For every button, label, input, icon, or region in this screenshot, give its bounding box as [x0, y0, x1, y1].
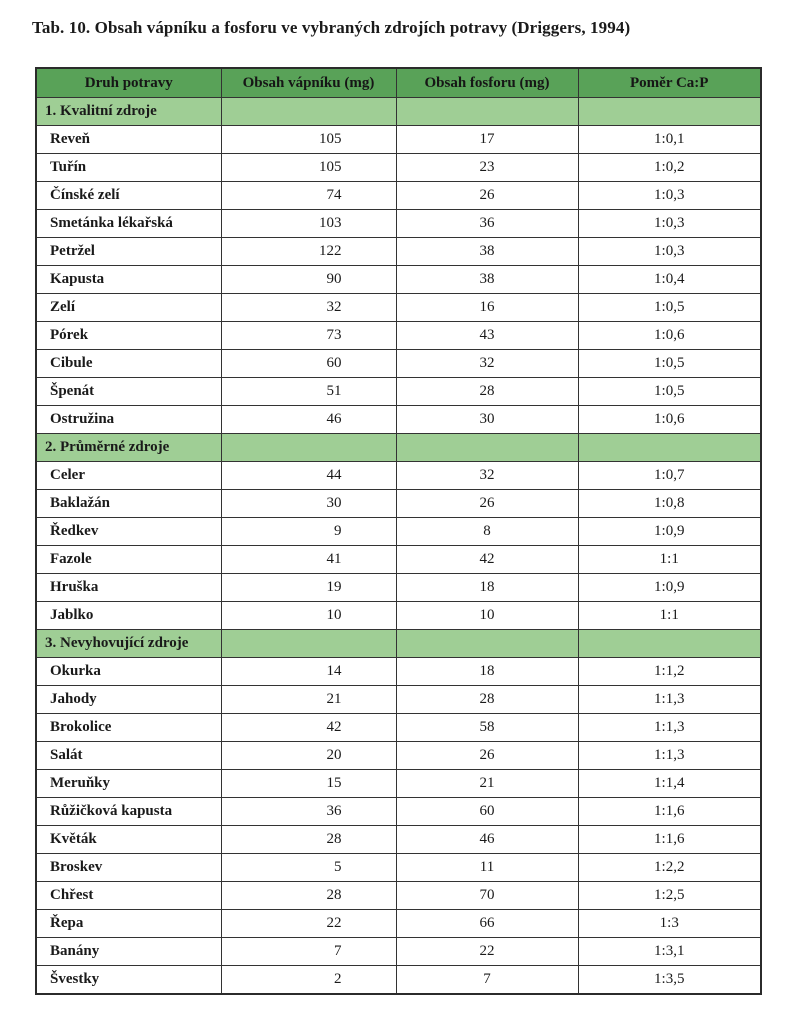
calcium-cell: 73 [221, 322, 396, 350]
calcium-cell: 22 [221, 910, 396, 938]
calcium-cell: 105 [221, 126, 396, 154]
food-name-cell: Hruška [36, 574, 221, 602]
group-empty-cell [396, 98, 578, 126]
ratio-cell: 1:0,3 [578, 238, 761, 266]
group-empty-cell [221, 434, 396, 462]
group-row [36, 98, 761, 126]
table-row [36, 546, 761, 574]
phosphorus-cell: 17 [396, 126, 578, 154]
table-caption: Tab. 10. Obsah vápníku a fosforu ve vybraných zdrojích potravy (Driggers, 1994) [32, 18, 631, 37]
calcium-cell: 90 [221, 266, 396, 294]
table-row [36, 966, 761, 995]
table-row [36, 378, 761, 406]
ratio-cell: 1:3 [578, 910, 761, 938]
food-name-cell: Brokolice [36, 714, 221, 742]
calcium-cell: 60 [221, 350, 396, 378]
food-name-cell: Pórek [36, 322, 221, 350]
header-ratio: Poměr Ca:P [578, 68, 761, 98]
table-row [36, 658, 761, 686]
ratio-cell: 1:1 [578, 546, 761, 574]
table-row [36, 574, 761, 602]
calcium-cell: 20 [221, 742, 396, 770]
food-name-cell: Petržel [36, 238, 221, 266]
phosphorus-cell: 32 [396, 462, 578, 490]
ratio-cell: 1:0,7 [578, 462, 761, 490]
ratio-cell: 1:0,8 [578, 490, 761, 518]
phosphorus-cell: 26 [396, 490, 578, 518]
table-row [36, 182, 761, 210]
phosphorus-cell: 26 [396, 742, 578, 770]
calcium-cell: 36 [221, 798, 396, 826]
phosphorus-cell: 28 [396, 686, 578, 714]
calcium-cell: 103 [221, 210, 396, 238]
food-name-cell: Meruňky [36, 770, 221, 798]
ratio-cell: 1:0,9 [578, 574, 761, 602]
calcium-cell: 41 [221, 546, 396, 574]
table-row [36, 210, 761, 238]
calcium-cell: 5 [221, 854, 396, 882]
group-empty-cell [396, 630, 578, 658]
calcium-cell: 14 [221, 658, 396, 686]
table-row [36, 462, 761, 490]
group-empty-cell [578, 630, 761, 658]
ratio-cell: 1:0,3 [578, 210, 761, 238]
table-row [36, 266, 761, 294]
phosphorus-cell: 60 [396, 798, 578, 826]
table-row [36, 770, 761, 798]
phosphorus-cell: 18 [396, 658, 578, 686]
ratio-cell: 1:0,1 [578, 126, 761, 154]
calcium-cell: 44 [221, 462, 396, 490]
phosphorus-cell: 30 [396, 406, 578, 434]
table-row [36, 518, 761, 546]
calcium-cell: 51 [221, 378, 396, 406]
food-name-cell: Ostružina [36, 406, 221, 434]
food-name-cell: Salát [36, 742, 221, 770]
phosphorus-cell: 43 [396, 322, 578, 350]
group-title: 3. Nevyhovující zdroje [36, 630, 221, 658]
phosphorus-cell: 22 [396, 938, 578, 966]
phosphorus-cell: 7 [396, 966, 578, 995]
phosphorus-cell: 70 [396, 882, 578, 910]
food-name-cell: Řepa [36, 910, 221, 938]
phosphorus-cell: 21 [396, 770, 578, 798]
header-phosphorus: Obsah fosforu (mg) [396, 68, 578, 98]
food-name-cell: Baklažán [36, 490, 221, 518]
calcium-cell: 122 [221, 238, 396, 266]
phosphorus-cell: 28 [396, 378, 578, 406]
ratio-cell: 1:0,3 [578, 182, 761, 210]
food-name-cell: Zelí [36, 294, 221, 322]
food-name-cell: Okurka [36, 658, 221, 686]
calcium-cell: 30 [221, 490, 396, 518]
table-row [36, 602, 761, 630]
phosphorus-cell: 10 [396, 602, 578, 630]
calcium-cell: 10 [221, 602, 396, 630]
phosphorus-cell: 42 [396, 546, 578, 574]
table-header-row [36, 68, 761, 98]
ratio-cell: 1:0,9 [578, 518, 761, 546]
phosphorus-cell: 26 [396, 182, 578, 210]
ratio-cell: 1:1,6 [578, 798, 761, 826]
food-name-cell: Celer [36, 462, 221, 490]
ratio-cell: 1:1,2 [578, 658, 761, 686]
phosphorus-cell: 58 [396, 714, 578, 742]
phosphorus-cell: 46 [396, 826, 578, 854]
header-calcium: Obsah vápníku (mg) [221, 68, 396, 98]
table-row [36, 238, 761, 266]
ratio-cell: 1:1 [578, 602, 761, 630]
calcium-cell: 15 [221, 770, 396, 798]
calcium-cell: 105 [221, 154, 396, 182]
ratio-cell: 1:1,3 [578, 714, 761, 742]
calcium-cell: 7 [221, 938, 396, 966]
table-row [36, 406, 761, 434]
food-name-cell: Broskev [36, 854, 221, 882]
food-name-cell: Švestky [36, 966, 221, 995]
table-row [36, 854, 761, 882]
phosphorus-cell: 11 [396, 854, 578, 882]
food-name-cell: Jahody [36, 686, 221, 714]
table-row [36, 154, 761, 182]
calcium-cell: 46 [221, 406, 396, 434]
table-row [36, 686, 761, 714]
table-row [36, 126, 761, 154]
group-empty-cell [221, 630, 396, 658]
ratio-cell: 1:1,3 [578, 686, 761, 714]
food-name-cell: Ředkev [36, 518, 221, 546]
calcium-cell: 42 [221, 714, 396, 742]
table-row [36, 322, 761, 350]
food-name-cell: Špenát [36, 378, 221, 406]
table-row [36, 490, 761, 518]
food-name-cell: Kapusta [36, 266, 221, 294]
phosphorus-cell: 18 [396, 574, 578, 602]
food-name-cell: Cibule [36, 350, 221, 378]
ratio-cell: 1:2,5 [578, 882, 761, 910]
calcium-cell: 28 [221, 882, 396, 910]
phosphorus-cell: 16 [396, 294, 578, 322]
table-row [36, 798, 761, 826]
table-row [36, 714, 761, 742]
phosphorus-cell: 38 [396, 266, 578, 294]
calcium-cell: 21 [221, 686, 396, 714]
food-name-cell: Tuřín [36, 154, 221, 182]
food-table [35, 67, 762, 995]
table-row [36, 910, 761, 938]
food-name-cell: Smetánka lékařská [36, 210, 221, 238]
food-name-cell: Fazole [36, 546, 221, 574]
phosphorus-cell: 8 [396, 518, 578, 546]
phosphorus-cell: 23 [396, 154, 578, 182]
group-empty-cell [578, 434, 761, 462]
calcium-cell: 74 [221, 182, 396, 210]
food-name-cell: Čínské zelí [36, 182, 221, 210]
calcium-cell: 9 [221, 518, 396, 546]
group-empty-cell [396, 434, 578, 462]
calcium-cell: 28 [221, 826, 396, 854]
phosphorus-cell: 32 [396, 350, 578, 378]
ratio-cell: 1:0,6 [578, 406, 761, 434]
ratio-cell: 1:1,4 [578, 770, 761, 798]
group-title: 2. Průměrné zdroje [36, 434, 221, 462]
food-name-cell: Jablko [36, 602, 221, 630]
phosphorus-cell: 36 [396, 210, 578, 238]
food-name-cell: Banány [36, 938, 221, 966]
calcium-cell: 19 [221, 574, 396, 602]
table-row [36, 742, 761, 770]
ratio-cell: 1:1,6 [578, 826, 761, 854]
group-empty-cell [221, 98, 396, 126]
phosphorus-cell: 38 [396, 238, 578, 266]
phosphorus-cell: 66 [396, 910, 578, 938]
table-body [36, 98, 761, 995]
ratio-cell: 1:0,6 [578, 322, 761, 350]
group-title: 1. Kvalitní zdroje [36, 98, 221, 126]
food-name-cell: Reveň [36, 126, 221, 154]
table-row [36, 826, 761, 854]
group-row [36, 434, 761, 462]
ratio-cell: 1:3,5 [578, 966, 761, 995]
table-row [36, 938, 761, 966]
calcium-cell: 32 [221, 294, 396, 322]
group-row [36, 630, 761, 658]
food-name-cell: Růžičková kapusta [36, 798, 221, 826]
table-row [36, 294, 761, 322]
ratio-cell: 1:1,3 [578, 742, 761, 770]
group-empty-cell [578, 98, 761, 126]
table-row [36, 882, 761, 910]
ratio-cell: 1:0,5 [578, 294, 761, 322]
ratio-cell: 1:0,2 [578, 154, 761, 182]
ratio-cell: 1:0,5 [578, 378, 761, 406]
header-food-type: Druh potravy [36, 68, 221, 98]
table-row [36, 350, 761, 378]
ratio-cell: 1:0,5 [578, 350, 761, 378]
food-name-cell: Chřest [36, 882, 221, 910]
calcium-cell: 2 [221, 966, 396, 995]
ratio-cell: 1:0,4 [578, 266, 761, 294]
food-name-cell: Květák [36, 826, 221, 854]
ratio-cell: 1:3,1 [578, 938, 761, 966]
ratio-cell: 1:2,2 [578, 854, 761, 882]
